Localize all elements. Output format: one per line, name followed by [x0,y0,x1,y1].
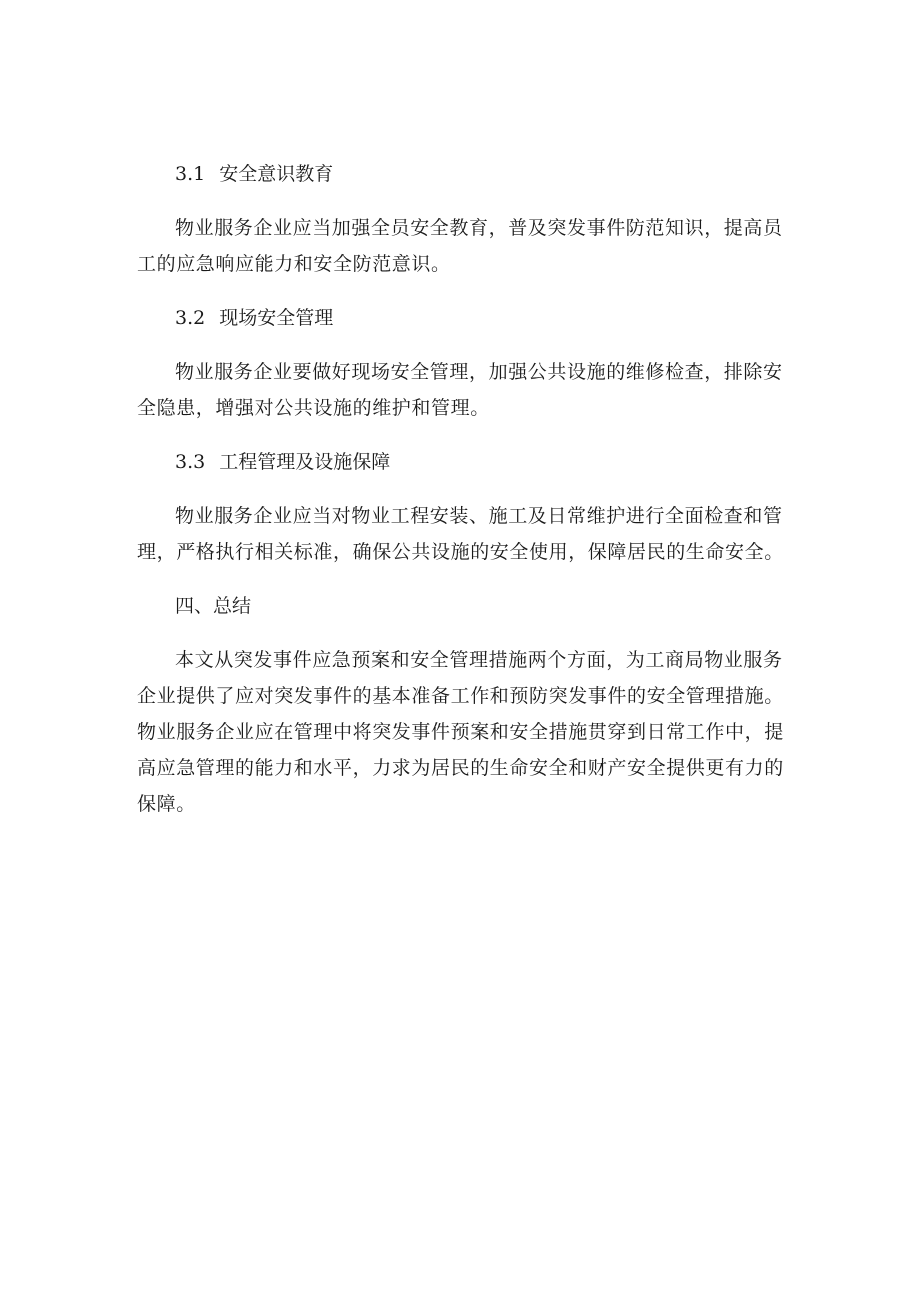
paragraph-line: 物业服务企业应当加强全员安全教育，普及突发事件防范知识，提高员 [175,217,783,239]
paragraph-line: 高应急管理的能力和水平，力求为居民的生命安全和财产安全提供更有力的 [137,757,784,779]
paragraph-line: 本文从突发事件应急预案和安全管理措施两个方面，为工商局物业服务 [175,649,783,671]
document-body [137,156,803,840]
section-heading-3-3 [137,444,803,480]
summary-title: 四、总结 [175,595,252,617]
paragraph-line: 物业服务企业应在管理中将突发事件预案和安全措施贯穿到日常工作中，提 [137,721,784,743]
section-heading-3-1 [137,156,803,192]
paragraph-line: 物业服务企业要做好现场安全管理，加强公共设施的维修检查，排除安 [175,361,783,383]
summary-heading [137,588,803,624]
paragraph-line: 保障。 [137,793,196,815]
section-heading-3-2 [137,300,803,336]
section-number: 3.1 [175,163,206,185]
section-paragraph-3-2 [137,354,803,426]
section-title: 现场安全管理 [219,307,334,329]
section-number: 3.2 [175,307,206,329]
paragraph-line: 理，严格执行相关标准，确保公共设施的安全使用，保障居民的生命安全。 [137,541,784,563]
paragraph-line: 全隐患，增强对公共设施的维护和管理。 [137,397,490,419]
paragraph-line: 企业提供了应对突发事件的基本准备工作和预防突发事件的安全管理措施。 [137,685,784,707]
section-paragraph-3-3 [137,498,803,570]
paragraph-line: 工的应急响应能力和安全防范意识。 [137,253,451,275]
summary-paragraph [137,642,803,822]
section-number: 3.3 [175,451,206,473]
section-paragraph-3-1 [137,210,803,282]
paragraph-line: 物业服务企业应当对物业工程安装、施工及日常维护进行全面检查和管 [175,505,783,527]
section-title: 工程管理及设施保障 [219,451,391,473]
section-title: 安全意识教育 [219,163,334,185]
